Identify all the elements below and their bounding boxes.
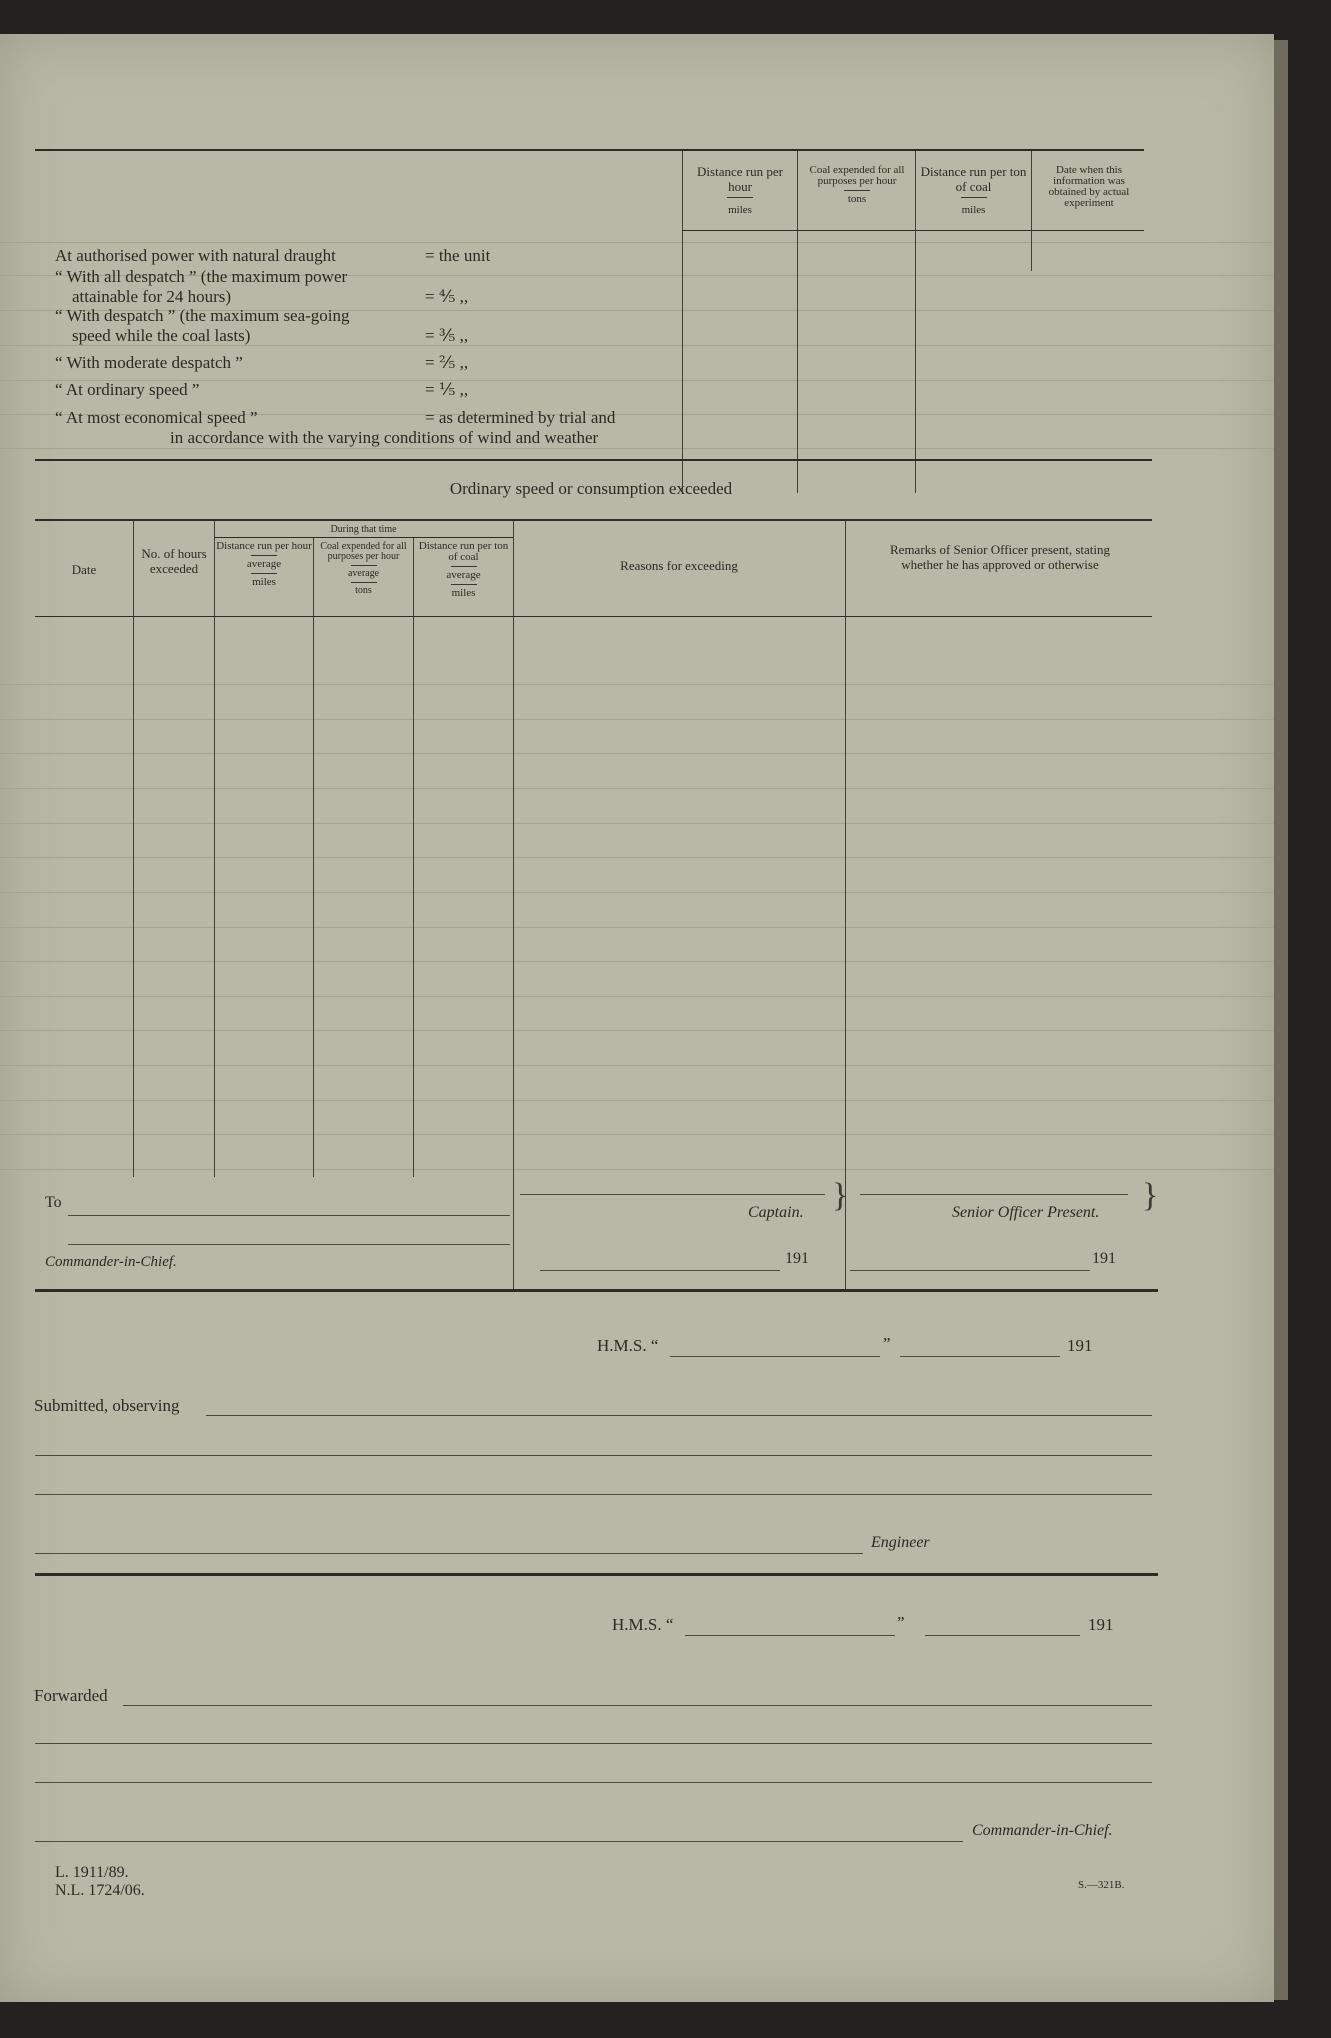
hms-label: H.M.S. “ xyxy=(597,1336,659,1355)
header-reasons: Reasons for exceeding xyxy=(620,558,738,573)
row-value: = ⅘ ,, xyxy=(425,287,469,306)
captain-label: Captain. xyxy=(748,1204,804,1221)
senior-officer-year: 191 xyxy=(1092,1250,1116,1267)
forwarding-date-line[interactable] xyxy=(925,1635,1080,1636)
header-hours-exceeded: No. of hours exceeded xyxy=(141,546,207,576)
header-coal-expended: Coal expended for all purposes per hour average tons xyxy=(320,541,407,596)
engineer-signature-line[interactable] xyxy=(35,1553,863,1554)
row-label: “ With all despatch ” (the maximum power xyxy=(55,267,348,286)
form-code: S.—321B. xyxy=(1078,1879,1125,1891)
header-distance-per-hour: Distance run per hour miles xyxy=(697,164,783,216)
row-label: in accordance with the varying conditions of wind and weather xyxy=(170,428,599,447)
observation-line[interactable] xyxy=(206,1415,1152,1416)
row-value: = ⅖ ,, xyxy=(425,353,469,372)
row-label: “ With moderate despatch ” xyxy=(55,353,243,372)
forwarded-line[interactable] xyxy=(123,1705,1152,1706)
header-date: Date xyxy=(71,562,97,577)
row-value: = as determined by trial and xyxy=(425,408,616,427)
submitted-label: Submitted, observing xyxy=(34,1396,180,1415)
captain-year: 191 xyxy=(785,1250,809,1267)
senior-officer-date-line[interactable] xyxy=(850,1270,1090,1271)
to-line[interactable] xyxy=(68,1215,510,1216)
row-label: At authorised power with natural draught xyxy=(55,246,336,265)
submission-year: 191 xyxy=(1067,1336,1093,1355)
row-value: = the unit xyxy=(425,246,491,265)
section-title: Ordinary speed or consumption exceeded xyxy=(449,479,733,498)
header-coal-expended: Coal expended for all purposes per hour tons xyxy=(809,164,905,205)
header-remarks: Remarks of Senior Officer present, stating whether he has approved or otherwise xyxy=(890,542,1110,572)
captain-signature-line[interactable] xyxy=(520,1194,825,1195)
forwarding-year: 191 xyxy=(1088,1615,1114,1634)
cinc-label: Commander-in-Chief. xyxy=(972,1822,1113,1839)
header-distance-per-ton: Distance run per ton of coal average miles xyxy=(418,540,509,599)
senior-officer-signature-line[interactable] xyxy=(860,1194,1128,1195)
header-date-obtained: Date when this information was obtained by actual experiment xyxy=(1048,164,1130,209)
cinc-signature-line[interactable] xyxy=(35,1841,963,1842)
row-value: = ⅗ ,, xyxy=(425,326,469,345)
hms-label: H.M.S. “ xyxy=(612,1615,674,1634)
row-label: speed while the coal lasts) xyxy=(72,326,251,345)
ship-name-line[interactable] xyxy=(670,1356,880,1357)
form-page: Distance run per hour miles Coal expended for all purposes per hour tons Distance run per ton of coal miles Date when this information was obtained by actual experiment At authorised power with natural draught = the unit “ With all despatch ” (the maximum power attainable for 24 hours) = ⅘ ,, “ With despatch ” (the maximum sea-going speed while the coal lasts) = ⅗ ,, “ With moderate despatch ” = ⅖ ,, “ At ordinary speed ” = ⅕ ,, “ At most economical speed ” = as determined by trial and in accordance with the varying conditions of wind and weather Ordinary speed or consumption exceeded Date No. of hours exceeded During that time Distance run per hour average miles Coal expended for all purposes per hour average tons Distance run per ton of coal average miles Reasons for exceeding Remarks of Senior Officer present, stating whether he has approved or otherwise To Commander-in-Chief. Captain. } 191 Senior Officer Present. } 191 H.M.S. “ ” 191 Submitted, observing Engineer H.M.S. “ ” 191 Forwarded Commander-in-Chief. L. 1911/89. N.L. 1724/06. S.—321B. xyxy=(0,34,1274,2002)
row-label: “ At ordinary speed ” xyxy=(55,380,200,399)
table-bottom-rule xyxy=(35,459,1152,461)
cinc-label: Commander-in-Chief. xyxy=(45,1254,177,1270)
table-top-rule xyxy=(35,149,1144,151)
header-distance-per-ton: Distance run per ton of coal miles xyxy=(920,164,1027,216)
ship-name-line[interactable] xyxy=(685,1635,895,1636)
row-label: “ At most economical speed ” xyxy=(55,408,258,427)
forwarded-label: Forwarded xyxy=(34,1686,108,1705)
engineer-label: Engineer xyxy=(871,1534,930,1551)
row-value: = ⅕ ,, xyxy=(425,380,469,399)
header-during-that-time: During that time xyxy=(330,524,397,535)
captain-date-line[interactable] xyxy=(540,1270,780,1271)
form-ref: N.L. 1724/06. xyxy=(55,1882,145,1899)
row-label: attainable for 24 hours) xyxy=(72,287,232,306)
form-ref: L. 1911/89. xyxy=(55,1864,129,1881)
to-label: To xyxy=(45,1194,62,1211)
header-distance-per-hour: Distance run per hour average miles xyxy=(216,540,312,588)
submission-date-line[interactable] xyxy=(900,1356,1060,1357)
page-edge xyxy=(1274,40,1288,2000)
row-label: “ With despatch ” (the maximum sea-going xyxy=(55,306,350,325)
senior-officer-label: Senior Officer Present. xyxy=(952,1204,1100,1221)
